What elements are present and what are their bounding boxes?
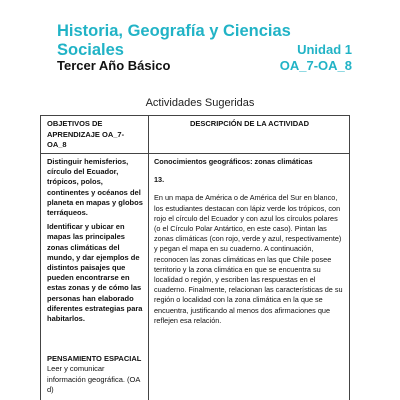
grade-label: Tercer Año Básico (57, 58, 171, 73)
objective-2-text: Identificar y ubicar en mapas las principales zonas climáticas del mundo, y dar ejemplos de distintos paisajes que pueden encontrarse en estas zonas y de cómo las personas han elaborado diferentes estrategias para habitarlos. (47, 222, 143, 324)
objective-1-text: Distinguir hemisferios, círculo del Ecuador, trópicos, polos, continentes y océanos del planeta en mapas y globos terráqueos. (47, 157, 143, 218)
objectives-cell (47, 157, 145, 395)
subject-title: Historia, Geografía y Ciencias Sociales (57, 22, 291, 59)
description-cell (154, 157, 346, 326)
section-title: Actividades Sugeridas (145, 97, 255, 109)
activity-title: Conocimientos geográficos: zonas climáticas (154, 157, 313, 166)
unit-label: Unidad 1 (297, 42, 352, 57)
activities-table (40, 115, 350, 400)
header-divider (41, 153, 349, 154)
column-divider (148, 116, 149, 400)
objectives-column-header: OBJETIVOS DE APRENDIZAJE OA_7-OA_8 (47, 119, 125, 149)
activity-number: 13. (154, 175, 165, 185)
skill-title: PENSAMIENTO ESPACIAL (47, 354, 142, 364)
skill-text: Leer y comunicar información geográfica. (OA d) (47, 364, 140, 394)
description-column-header: DESCRIPCIÓN DE LA ACTIVIDAD (189, 119, 310, 128)
objective-code-label: OA_7-OA_8 (279, 58, 352, 73)
activity-text: En un mapa de América o de América del Sur en blanco, los estudiantes destacan con lápiz verde los trópicos, con rojo el círculo del Ecuador y con azul los círculos polares (o el Círculo Polar Antártico, en este caso). Pintan las zonas climáticas (con rojo, verde y azul, respectivamente) y pegan el mapa en su cuaderno. A continuación, reconocen las zonas climáticas en las que Chile posee territorio y la zona climática en que se encuentra su localidad o región, y escriben las respuestas en el cuaderno. Finalmente, relacionan las características de su región o localidad con la zona climática en la que se encuentra, justificando al menos dos afirmaciones que reflejen esa relación. (154, 193, 343, 325)
